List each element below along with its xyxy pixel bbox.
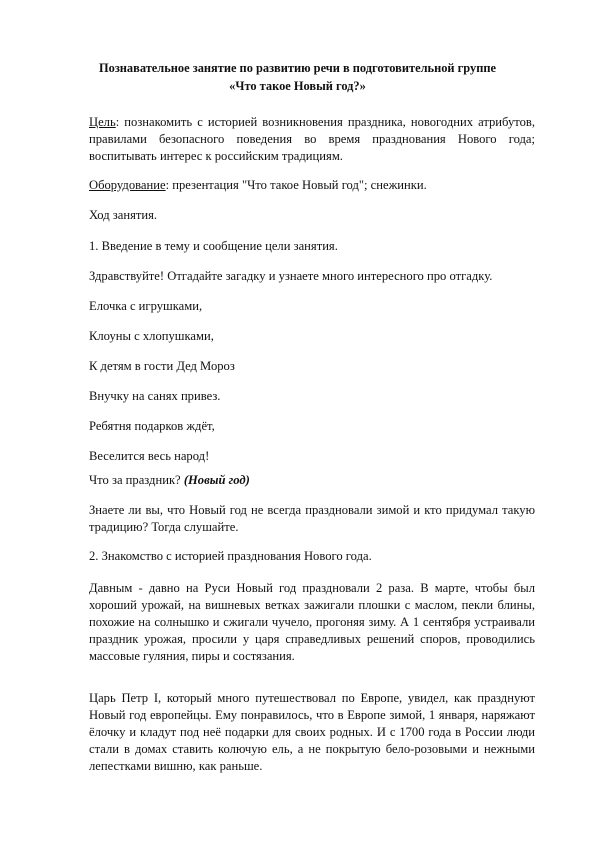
goal-label: Цель xyxy=(89,115,116,129)
know-paragraph: Знаете ли вы, что Новый год не всегда праздновали зимой и кто придумал такую традицию? Тогда слушайте. xyxy=(89,503,535,534)
section-heading-intro: 1. Введение в тему и сообщение цели занятия. xyxy=(89,239,338,253)
equipment-text: : презентация "Что такое Новый год"; снежинки. xyxy=(165,178,427,192)
goal-text: : познакомить с историей возникновения праздника, новогодних атрибутов, правилами безопасного поведения во время празднования Нового года; воспитывать интерес к российским традициям. xyxy=(89,115,535,163)
goal-paragraph xyxy=(89,114,535,165)
history-paragraph-1: Давным - давно на Руси Новый год праздновали 2 раза. В марте, чтобы был хороший урожай, на вишневых ветках зажигали плошки с маслом, пекли блины, похожие на солнышко и сжигали чучело, прогоняя зиму. А 1 сентября устраивали праздник урожая, просили у царя справедливых решений споров, проводились массовые гуляния, пиры и состязания. xyxy=(89,581,535,663)
riddle-line: Веселится весь народ! xyxy=(89,449,210,463)
riddle-line: Внучку на санях привез. xyxy=(89,389,221,403)
document-title: Познавательное занятие по развитию речи в подготовительной группе xyxy=(98,61,496,75)
riddle-line: Ребятня подарков ждёт, xyxy=(89,419,215,433)
document-subtitle: «Что такое Новый год?» xyxy=(229,79,366,93)
section-heading-history: 2. Знакомство с историей празднования Нового года. xyxy=(89,549,372,563)
question-answer: (Новый год) xyxy=(183,473,250,487)
course-heading: Ход занятия. xyxy=(89,208,158,222)
greeting-paragraph: Здравствуйте! Отгадайте загадку и узнаете много интересного про отгадку. xyxy=(89,269,493,283)
riddle-line: Клоуны с хлопушками, xyxy=(89,329,214,343)
riddle-line: К детям в гости Дед Мороз xyxy=(89,359,235,373)
question-paragraph xyxy=(89,472,535,489)
riddle-line: Елочка с игрушками, xyxy=(89,299,203,313)
equipment-paragraph xyxy=(89,177,535,194)
question-text: Что за праздник? xyxy=(89,473,184,487)
history-paragraph-2: Царь Петр I, который много путешествовал по Европе, увидел, как празднуют Новый год европейцы. Ему понравилось, что в Европе зимой, 1 января, наряжают ёлочку и кладут под неё подарки для своих родных. И с 1700 года в России люди стали в домах ставить колючую ель, а не покрытую бело-розовыми и нежными лепестками вишню, как раньше. xyxy=(89,691,535,773)
equipment-label: Оборудование xyxy=(89,178,166,192)
